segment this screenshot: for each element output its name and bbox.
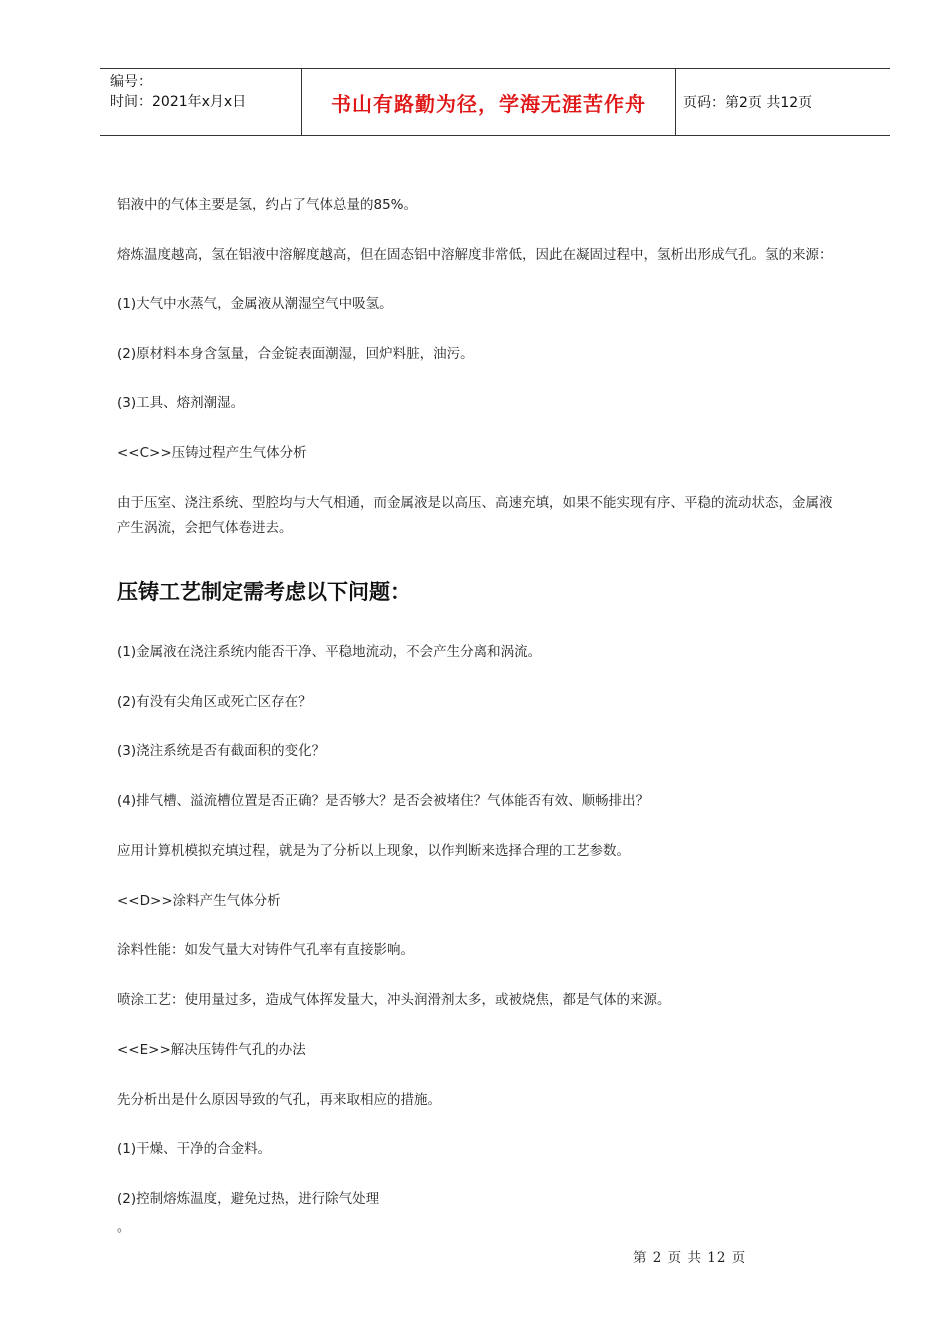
paragraph: (2)有没有尖角区或死亡区存在？ [117, 694, 312, 710]
paragraph: (3)浇注系统是否有截面积的变化？ [117, 743, 326, 759]
header-motto: 书山有路勤为径，学海无涯苦作舟 [331, 91, 646, 116]
paragraph: (2)控制熔炼温度，避免过热，进行除气处理 [117, 1191, 380, 1207]
header-divider-right [675, 69, 676, 135]
document-number-label: 编号： [110, 74, 152, 90]
header-meta [110, 72, 300, 112]
paragraph: 应用计算机模拟充填过程，就是为了分析以上现象，以作判断来选择合理的工艺参数。 [117, 843, 630, 859]
header-page-number: 页码：第2页 共12页 [683, 95, 813, 111]
page-footer: 第 2 页 共 12 页 [633, 1250, 747, 1266]
paragraph: 铝液中的气体主要是氢，约占了气体总量的85%。 [117, 197, 418, 213]
paragraph: (3)工具、熔剂潮湿。 [117, 395, 245, 411]
paragraph: (1)金属液在浇注系统内能否干净、平稳地流动，不会产生分离和涡流。 [117, 644, 542, 660]
section-heading: 压铸工艺制定需考虑以下问题： [117, 580, 411, 604]
section-label-d: <<D>>涂料产生气体分析 [117, 893, 281, 909]
paragraph: 由于压室、浇注系统、型腔均与大气相通，而金属液是以高压、高速充填，如果不能实现有序、平稳的流动状态，金属液 [117, 495, 833, 511]
paragraph: 先分析出是什么原因导致的气孔，再来取相应的措施。 [117, 1092, 441, 1108]
paragraph-continuation: 产生涡流，会把气体卷进去。 [117, 520, 293, 536]
paragraph: (1)干燥、干净的合金料。 [117, 1141, 272, 1157]
section-label-c: <<C>>压铸过程产生气体分析 [117, 445, 307, 461]
trailing-period: 。 [117, 1220, 131, 1235]
paragraph: 涂料性能：如发气量大对铸件气孔率有直接影响。 [117, 942, 414, 958]
paragraph: 喷涂工艺：使用量过多，造成气体挥发量大，冲头润滑剂太多，或被烧焦，都是气体的来源。 [117, 992, 671, 1008]
document-date-label: 时间：2021年x月x日 [110, 94, 247, 110]
paragraph: (4)排气槽、溢流槽位置是否正确？是否够大？是否会被堵住？气体能否有效、顺畅排出？ [117, 793, 650, 809]
paragraph: (1)大气中水蒸气，金属液从潮湿空气中吸氢。 [117, 296, 393, 312]
section-label-e: <<E>>解决压铸件气孔的办法 [117, 1042, 306, 1058]
page-header [100, 68, 890, 136]
paragraph: 熔炼温度越高，氢在铝液中溶解度越高，但在固态铝中溶解度非常低，因此在凝固过程中，氢析出形成气孔。氢的来源： [117, 247, 833, 263]
paragraph: (2)原材料本身含氢量，合金锭表面潮湿，回炉料脏，油污。 [117, 346, 474, 362]
